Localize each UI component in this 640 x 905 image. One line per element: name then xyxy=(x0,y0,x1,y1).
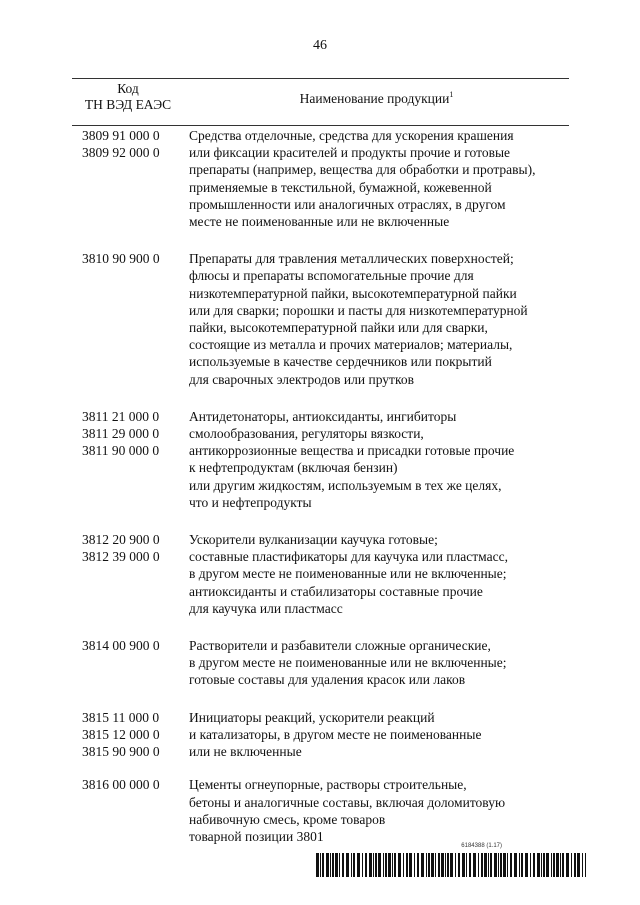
tn-ved-code: 3812 39 000 0 xyxy=(82,549,160,565)
barcode-bar xyxy=(466,853,467,877)
barcode-bar xyxy=(353,853,355,877)
product-description xyxy=(189,127,574,230)
barcode-bar xyxy=(373,853,374,877)
barcode-bar xyxy=(553,853,555,877)
tn-ved-code: 3816 00 000 0 xyxy=(82,777,160,793)
barcode-bar xyxy=(426,853,427,877)
barcode-bar xyxy=(473,853,476,877)
barcode-bar xyxy=(503,853,506,877)
row-codes xyxy=(82,250,192,267)
header-code-line1: Код xyxy=(117,81,139,96)
tn-ved-code: 3815 11 000 0 xyxy=(82,709,160,725)
barcode-bar xyxy=(519,853,520,877)
description-line: или другим жидкостям, используемым в тех же целях, xyxy=(189,477,502,493)
barcode-bar xyxy=(414,853,415,877)
barcode-bar xyxy=(431,853,434,877)
barcode-bar xyxy=(562,853,564,877)
barcode-bar xyxy=(462,853,465,877)
tn-ved-code: 3810 90 900 0 xyxy=(82,251,160,267)
barcode-bar xyxy=(500,853,502,877)
barcode-bar xyxy=(450,853,453,877)
tn-ved-code: 3814 00 900 0 xyxy=(82,638,160,654)
barcode-bar xyxy=(385,853,387,877)
description-line: для сварочных электродов или прутков xyxy=(189,371,414,387)
header-code-column xyxy=(72,81,184,113)
description-line: бетоны и аналогичные составы, включая доломитовую xyxy=(189,794,506,810)
barcode-bar xyxy=(566,853,569,877)
barcode-bar xyxy=(560,853,561,877)
barcode-bar xyxy=(521,853,523,877)
description-line: или не включенные xyxy=(189,744,302,760)
header-name-column xyxy=(184,91,569,107)
barcode-bar xyxy=(320,853,321,877)
barcode-bar xyxy=(330,853,331,877)
barcode-bar xyxy=(447,853,449,877)
barcode-bar xyxy=(494,853,497,877)
table-row xyxy=(0,637,640,689)
table-header xyxy=(72,78,569,126)
document-serial: 6184388 (1.17) xyxy=(461,843,502,849)
product-description xyxy=(189,776,574,845)
barcode-bar xyxy=(335,853,338,877)
barcode-bar xyxy=(403,853,404,877)
barcode-bar xyxy=(455,853,456,877)
barcode-bar xyxy=(514,853,517,877)
description-line: или для сварки; порошки и пасты для низкотемпературной xyxy=(189,302,528,318)
barcode-bar xyxy=(398,853,401,877)
barcode-bar xyxy=(541,853,542,877)
barcode-bar xyxy=(551,853,552,877)
barcode-bar xyxy=(574,853,576,877)
description-line: низкотемпературной пайки, высокотемпературной пайки xyxy=(189,285,517,301)
header-footnote-marker: 1 xyxy=(449,90,454,99)
tn-ved-code: 3811 90 000 0 xyxy=(82,443,160,459)
barcode-bar xyxy=(421,853,424,877)
barcode-bar xyxy=(409,853,412,877)
description-line: смолообразования, регуляторы вязкости, xyxy=(189,426,424,442)
barcode-bar xyxy=(351,853,352,877)
barcode-bar xyxy=(362,853,363,877)
barcode-bar xyxy=(481,853,483,877)
barcode-bar xyxy=(378,853,381,877)
barcode-bar xyxy=(394,853,396,877)
barcode-bar xyxy=(490,853,492,877)
description-line: препараты (например, вещества для обработки и протравы), xyxy=(189,162,536,178)
barcode-bar xyxy=(537,853,540,877)
description-line: месте не поименованные или не включенные xyxy=(189,214,450,230)
barcode-bar xyxy=(417,853,419,877)
tn-ved-code: 3815 12 000 0 xyxy=(82,726,160,742)
barcode-bar xyxy=(365,853,367,877)
description-line: что и нефтепродукты xyxy=(189,494,312,510)
barcode-bar xyxy=(510,853,512,877)
barcode-bar xyxy=(322,853,324,877)
header-name-label: Наименование продукции xyxy=(299,91,450,106)
barcode-bar xyxy=(469,853,471,877)
description-line: товарной позиции 3801 xyxy=(189,828,324,844)
description-line: или фиксации красителей и продукты прочие и готовые xyxy=(189,145,511,161)
description-line: Антидетонаторы, антиоксиданты, ингибиторы xyxy=(189,408,457,424)
table-row xyxy=(0,127,640,230)
barcode-bar xyxy=(406,853,408,877)
product-description xyxy=(189,531,574,617)
barcode-bar xyxy=(577,853,580,877)
barcode-bar xyxy=(530,853,531,877)
description-line: пайки, высокотемпературной пайки или для сварки, xyxy=(189,320,488,336)
barcode-bar xyxy=(438,853,440,877)
description-line: флюсы и препараты вспомогательные прочие для xyxy=(189,268,474,284)
description-line: состоящие из металла и прочих материалов; материалы, xyxy=(189,337,513,353)
barcode-bar xyxy=(571,853,572,877)
product-description xyxy=(189,709,574,761)
barcode-bar xyxy=(525,853,528,877)
barcode-bar xyxy=(392,853,393,877)
barcode-bar xyxy=(498,853,499,877)
table-row xyxy=(0,776,640,845)
row-codes xyxy=(82,127,192,161)
barcode-bar xyxy=(428,853,430,877)
row-codes xyxy=(82,709,192,761)
description-line: Препараты для травления металлических поверхностей; xyxy=(189,251,514,267)
description-line: в другом месте не поименованные или не включенные; xyxy=(189,566,507,582)
row-codes xyxy=(82,408,192,460)
barcode-bar xyxy=(435,853,436,877)
barcode-bar xyxy=(342,853,344,877)
barcode-bar xyxy=(339,853,340,877)
barcode-bar xyxy=(357,853,360,877)
barcode-bar xyxy=(478,853,479,877)
barcode-bar xyxy=(543,853,545,877)
description-line: к нефтепродуктам (включая бензин) xyxy=(189,460,398,476)
product-table-body xyxy=(0,127,640,845)
barcode-icon xyxy=(316,853,586,877)
barcode-bar xyxy=(332,853,334,877)
barcode-bar xyxy=(458,853,460,877)
barcode-bar xyxy=(546,853,549,877)
barcode-bar xyxy=(346,853,349,877)
row-codes xyxy=(82,531,192,565)
description-line: и катализаторы, в другом месте не поименованные xyxy=(189,726,482,742)
barcode-bar xyxy=(326,853,329,877)
tn-ved-code: 3812 20 900 0 xyxy=(82,532,160,548)
barcode-bar xyxy=(383,853,384,877)
product-description xyxy=(189,250,574,388)
header-code-line2: ТН ВЭД ЕАЭС xyxy=(84,97,172,112)
product-description xyxy=(189,637,574,689)
barcode-bar xyxy=(388,853,391,877)
tn-ved-code: 3811 21 000 0 xyxy=(82,408,160,424)
description-line: набивочную смесь, кроме товаров xyxy=(189,811,386,827)
document-footer xyxy=(316,843,586,877)
description-line: применяемые в текстильной, бумажной, кожевенной xyxy=(189,179,492,195)
description-line: используемые в качестве сердечников или покрытий xyxy=(189,354,492,370)
barcode-bar xyxy=(369,853,372,877)
description-line: Растворители и разбавители сложные органические, xyxy=(189,638,491,654)
barcode-bar xyxy=(585,853,586,877)
description-line: Инициаторы реакций, ускорители реакций xyxy=(189,709,435,725)
description-line: в другом месте не поименованные или не включенные; xyxy=(189,655,507,671)
table-row xyxy=(0,531,640,617)
table-row xyxy=(0,250,640,388)
product-description xyxy=(189,408,574,511)
description-line: для каучука или пластмасс xyxy=(189,600,343,616)
tn-ved-code: 3809 91 000 0 xyxy=(82,128,160,143)
table-row xyxy=(0,709,640,761)
description-line: антиоксиданты и стабилизаторы составные прочие xyxy=(189,583,483,599)
description-line: Средства отделочные, средства для ускорения крашения xyxy=(189,128,514,143)
description-line: антикоррозионные вещества и присадки готовые прочие xyxy=(189,443,515,459)
barcode-bar xyxy=(556,853,559,877)
barcode-bar xyxy=(484,853,487,877)
tn-ved-code: 3811 29 000 0 xyxy=(82,426,160,442)
page-number: 46 xyxy=(313,38,327,53)
barcode-bar xyxy=(533,853,535,877)
barcode-bar xyxy=(441,853,444,877)
barcode-bar xyxy=(488,853,489,877)
barcode-bar xyxy=(582,853,583,877)
barcode-bar xyxy=(375,853,377,877)
description-line: Цементы огнеупорные, растворы строительные, xyxy=(189,777,467,793)
barcode-bar xyxy=(316,853,319,877)
row-codes xyxy=(82,776,192,793)
tn-ved-code: 3815 90 900 0 xyxy=(82,744,160,760)
description-line: готовые составы для удаления красок или лаков xyxy=(189,672,466,688)
table-row xyxy=(0,408,640,511)
description-line: промышленности или аналогичных отраслях, в другом xyxy=(189,196,506,212)
tn-ved-code: 3809 92 000 0 xyxy=(82,145,160,161)
description-line: составные пластификаторы для каучука или пластмасс, xyxy=(189,549,508,565)
row-codes xyxy=(82,637,192,654)
barcode-bar xyxy=(445,853,446,877)
barcode-bar xyxy=(507,853,508,877)
description-line: Ускорители вулканизации каучука готовые; xyxy=(189,532,438,548)
